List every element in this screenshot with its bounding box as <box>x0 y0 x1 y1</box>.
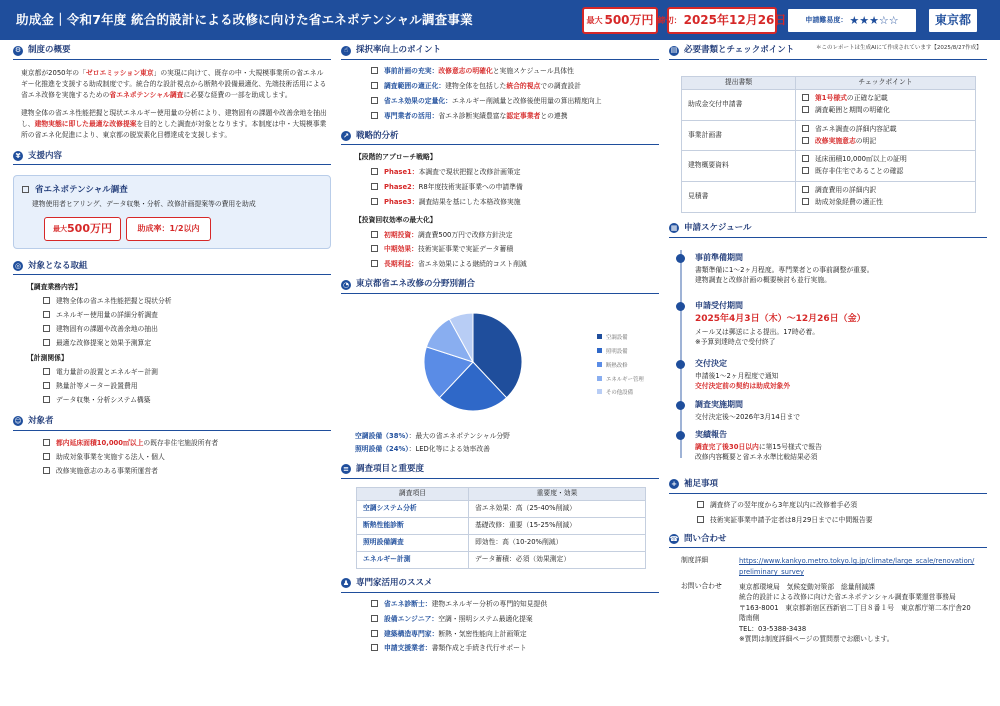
list-item <box>341 67 659 77</box>
step-body <box>695 313 866 348</box>
note-text: ：最大の省エネポテンシャル分野 <box>408 432 510 441</box>
legend-label: 照明設備 <box>606 348 628 355</box>
difficulty-label: 申請難易度： <box>805 16 848 25</box>
checkbox-icon <box>802 94 809 101</box>
contact-inquiry-label: お問い合わせ <box>681 581 722 590</box>
checkbox-icon <box>371 112 378 119</box>
strategy-header <box>341 129 659 145</box>
legend-label: エネルギー管理 <box>606 376 644 383</box>
chart-title: 東京都省エネ改修の分野別割合 <box>356 279 476 290</box>
chart-note <box>341 445 659 455</box>
list-item <box>341 168 659 178</box>
p1-red2: 省エネポテンシャル調査 <box>109 91 184 100</box>
p1-b: 」の実現に向けて、既存の中・大規模事業所の省エネルギー化推進を支援する助成制度です。統合的な設計視点から断熱や設備最適化、先端技術活用による省エネ改修を実施するための <box>21 69 327 100</box>
checkbox-icon <box>43 396 50 403</box>
timeline-dot <box>676 302 685 311</box>
step-line: 書類準備に1〜2ヶ月程度。専門業者との事前調整が重要。 <box>695 265 874 274</box>
person-icon: ♟ <box>342 579 350 588</box>
survey-header <box>341 463 659 479</box>
item-text: 調査範囲と期間の明確化 <box>815 105 890 114</box>
supplement-header <box>669 478 987 494</box>
legend-swatch <box>597 334 602 339</box>
eligible-title: 対象者 <box>28 416 54 427</box>
item-text: 調査費用の詳細内訳 <box>815 186 877 195</box>
check-item <box>802 167 969 177</box>
schedule-timeline <box>673 244 987 464</box>
schedule-title: 申請スケジュール <box>684 223 752 234</box>
column-header: 調査項目 <box>357 487 469 500</box>
checkbox-icon <box>802 125 809 132</box>
table-row <box>357 534 646 551</box>
support-header <box>13 149 331 165</box>
item-key: 設備エンジニア： <box>384 614 439 623</box>
item-text: 書類作成と手続き代行サポート <box>431 644 527 653</box>
check-item <box>802 137 969 147</box>
item-text: 電力量計の設置とエネルギー計測 <box>56 368 158 377</box>
checkbox-icon <box>371 260 378 267</box>
item-text: データ収集・分析システム構築 <box>56 395 151 404</box>
difficulty-badge <box>786 7 918 34</box>
item-key: 省エネ効果の定量化： <box>384 96 452 105</box>
column-header: 重要度・効果 <box>469 487 646 500</box>
item-text: での調査設計 <box>540 81 582 90</box>
timeline-dot <box>676 431 685 440</box>
support-box-title-text: 省エネポテンシャル調査 <box>35 185 128 196</box>
item-text: 調査終了の翌年度から3年度以内に改修着手必須 <box>710 500 858 509</box>
step-line: ※予算到達時点で受付終了 <box>695 338 776 347</box>
step-title: 申請受付期間 <box>695 300 743 310</box>
checkbox-icon <box>697 516 704 523</box>
item-text: 技術実証事業申請予定者は8月29日までに中間報告要 <box>710 515 873 524</box>
item-text: 改修実施意志のある事業所運営者 <box>56 466 158 475</box>
hand-icon: ☝ <box>341 46 351 56</box>
cell: 事業計画書 <box>682 120 796 151</box>
checkbox-icon <box>371 82 378 89</box>
cell: 見積書 <box>682 182 796 213</box>
plus-icon: + <box>669 479 679 489</box>
chart-header <box>341 278 659 294</box>
table-row <box>682 151 976 182</box>
checkbox-icon <box>43 339 50 346</box>
cell: 省エネ効果：高（25-40%削減） <box>469 500 646 517</box>
legend-item <box>597 376 644 385</box>
item-text: 空調・照明システム最適化提案 <box>438 614 533 623</box>
note-key: 照明設備（24%） <box>355 444 409 453</box>
url-link[interactable]: https://www.kankyo.metro.tokyo.lg.jp/climate/large_scale/renovation/ <box>739 557 975 566</box>
legend-swatch <box>597 389 602 394</box>
checkbox-icon <box>802 198 809 205</box>
survey-table <box>356 487 646 569</box>
list-item <box>341 260 659 270</box>
list-item <box>341 82 659 92</box>
docs-table <box>681 76 976 213</box>
list-item <box>13 467 331 477</box>
list-item <box>13 297 331 307</box>
step-body <box>695 412 800 423</box>
item-text: 省エネ診断実績豊富な <box>438 111 507 120</box>
checkbox-icon <box>802 155 809 162</box>
org-line: 東京都環境局 気候変動対策部 総量削減課 <box>739 582 875 591</box>
item-text: 省エネ効果による継続的コスト削減 <box>417 260 527 269</box>
item-text: 省エネ調査の詳細内容記載 <box>815 124 897 133</box>
step-title: 実績報告 <box>695 429 727 439</box>
checkbox-icon <box>43 467 50 474</box>
experts-header <box>341 577 659 593</box>
support-max-badge <box>44 217 121 241</box>
checkbox-icon <box>371 600 378 607</box>
item-text: 延床面積10,000㎡以上の証明 <box>815 155 907 164</box>
p1-a: 東京都が2050年の「 <box>21 69 86 77</box>
item-text: 助成対象事業を実施する法人・個人 <box>56 452 165 461</box>
item-text: の正確な記載 <box>846 94 888 102</box>
step-line: 建物調査と改修計画の概要検討も並行実施。 <box>695 276 831 285</box>
strategy-title: 戦略的分析 <box>356 130 399 141</box>
list-item <box>669 516 987 526</box>
item-text: エネルギー使用量の詳細分析調査 <box>56 310 158 319</box>
checkbox-icon <box>802 167 809 174</box>
checkbox-icon <box>371 245 378 252</box>
list-item <box>13 453 331 463</box>
overview-p1 <box>13 68 331 102</box>
checkbox-icon <box>371 183 378 190</box>
handshake-icon: ¥ <box>13 151 23 161</box>
tel-line: TEL：03-5388-3438 <box>739 624 807 633</box>
region-badge: 東京都 <box>927 7 979 34</box>
checkbox-icon <box>697 501 704 508</box>
step-line: 申請後1〜2ヶ月程度で通知 <box>695 371 779 380</box>
timeline-line <box>680 250 682 458</box>
legend-swatch <box>597 376 602 381</box>
list-item <box>13 339 331 349</box>
cell <box>796 90 976 121</box>
contact-details <box>725 582 987 645</box>
legend-label: 断熱改修 <box>606 362 628 369</box>
list-item <box>341 644 659 654</box>
contact-url[interactable] <box>725 556 987 577</box>
cell: 建物概要資料 <box>682 151 796 182</box>
step-body <box>695 442 822 463</box>
step-line: 交付決定前の契約は助成対象外 <box>695 382 791 391</box>
item-text: 建物固有の課題や改善余地の抽出 <box>56 324 158 333</box>
p2-b: を目的とした調査が対象となります。本制度は中・大規模事業所の省エネ化促進により、東京都の脱炭素化目標達成を支援します。 <box>21 119 327 140</box>
chart-line-icon: ↗ <box>341 131 351 141</box>
gear-icon: ⚙ <box>14 46 22 55</box>
table-row <box>357 500 646 517</box>
contact-url-row <box>669 556 987 577</box>
step-line: メール又は郵送による提出。17時必着。 <box>695 327 820 336</box>
item-text: 熱量計等メーター設置費用 <box>56 382 138 391</box>
cell: 照明設備調査 <box>357 534 469 551</box>
document-icon: ▤ <box>670 46 678 55</box>
contact-title: 問い合わせ <box>684 533 727 544</box>
difficulty-stars: ★★★☆☆ <box>849 13 899 27</box>
checkbox-icon <box>371 67 378 74</box>
item-red: 改修意志の明確化 <box>438 67 493 75</box>
item-text: 最適な改修提案と効果予測算定 <box>56 338 152 347</box>
cell: 即効性：高（10-20%削減） <box>469 534 646 551</box>
item-text: 建物全体を包括した <box>445 81 507 90</box>
legend-item <box>597 334 644 343</box>
p2-a: 建物全体の省エネ性能把握と現状エネルギー使用量の分析により、建物固有の課題や改善余地を抽出し、 <box>21 108 327 128</box>
docs-header <box>669 44 987 60</box>
item-text: との連携 <box>540 111 568 120</box>
p2-red: 建物実態に即した最適な改修提案 <box>34 119 137 128</box>
checkbox-icon <box>43 368 50 375</box>
item-key: Phase3： <box>384 197 419 206</box>
pie-chart-area <box>341 294 659 430</box>
timeline-dot <box>676 254 685 263</box>
legend-label: 空調設備 <box>606 335 628 342</box>
checkbox-icon <box>371 198 378 205</box>
check-item <box>802 106 969 116</box>
column-right <box>669 44 987 645</box>
strategy-group2: 【投資回収効率の最大化】 <box>355 215 437 224</box>
item-text: 建物エネルギー分析の専門的知見提供 <box>431 599 548 608</box>
column-middle <box>341 44 659 654</box>
pie-chart-icon: ◔ <box>342 280 350 289</box>
targets-group1: 【調査業務内容】 <box>27 283 82 292</box>
item-key: 初期投資： <box>384 230 418 239</box>
step-line: 改修内容概要と省エネ水準比較結果必須 <box>695 453 818 462</box>
item-red: 改修実施意志 <box>815 136 856 145</box>
support-desc: 建物使用者ヒアリング、データ収集・分析、改修計画提案等の費用を助成 <box>32 200 256 209</box>
target-icon: ◎ <box>14 261 22 270</box>
contact-url-label: 制度詳細 <box>681 556 709 565</box>
list-item <box>341 600 659 610</box>
legend-label: その他設備 <box>606 390 633 397</box>
max-label: 最大 <box>586 15 603 25</box>
address-line: 階南側 <box>739 614 760 623</box>
cell: 助成金交付申請書 <box>682 90 796 121</box>
ai-note: ＊このレポートは生成AIにて作成されています【2025/8/27作成】 <box>816 45 982 51</box>
check-item <box>802 198 969 208</box>
column-header: 提出書類 <box>682 77 796 90</box>
support-title: 支援内容 <box>28 150 63 161</box>
item-key: Phase2： <box>384 183 419 192</box>
check-item <box>802 94 969 104</box>
checkbox-icon <box>371 168 378 175</box>
contact-inquiry-row <box>669 582 987 645</box>
checkbox-icon <box>802 186 809 193</box>
table-row <box>357 551 646 568</box>
cell: 空調システム分析 <box>357 500 469 517</box>
list-item <box>341 183 659 193</box>
item-text: 調査結果を基にした本格改修実施 <box>418 197 521 206</box>
calendar-icon: ▦ <box>670 224 678 233</box>
checkbox-icon <box>802 106 809 113</box>
contact-note: ※質問は制度詳細ページの質問票でお願いします。 <box>739 635 894 644</box>
item-text: 技術実証事業で実証データ蓄積 <box>417 245 514 254</box>
list-item <box>341 245 659 255</box>
eligible-header <box>13 415 331 431</box>
step-date: 2025年4月3日（木）〜12月26日（金） <box>695 313 866 324</box>
chart-legend <box>597 329 644 398</box>
item-key: 長期利益： <box>384 260 418 269</box>
check-item <box>802 186 969 196</box>
supplement-title: 補足事項 <box>684 479 719 490</box>
contact-block <box>669 556 987 644</box>
support-rate-badge: 助成率：1/2以内 <box>126 217 211 241</box>
overview-p2 <box>13 108 331 142</box>
legend-item <box>597 389 644 398</box>
phone-icon: ☎ <box>669 534 679 543</box>
check-item <box>802 125 969 135</box>
timeline-dot <box>676 401 685 410</box>
item-key: 省エネ診断士： <box>384 599 432 608</box>
step-title: 調査実施期間 <box>695 399 743 409</box>
list-item <box>341 112 659 122</box>
item-text: エネルギー削減量と改修後使用量の算出精度向上 <box>451 96 602 105</box>
table-row <box>682 90 976 121</box>
step-red: 調査完了後30日以内 <box>695 442 759 451</box>
item-text: 調査費500万円で改修方針決定 <box>417 230 513 239</box>
step-body <box>695 265 874 286</box>
item-text: と実施スケジュール具体性 <box>492 67 574 75</box>
list-item <box>669 501 987 511</box>
deadline-label: 締切： <box>657 15 682 25</box>
checkbox-icon <box>43 325 50 332</box>
check-item <box>802 155 969 165</box>
people-icon: ☺ <box>14 417 22 426</box>
table-row <box>682 182 976 213</box>
timeline-dot <box>676 360 685 369</box>
item-key: 申請支援業者： <box>384 644 432 653</box>
column-left <box>13 44 331 476</box>
list-item <box>341 97 659 107</box>
legend-item <box>597 362 644 371</box>
support-max-amount: 500万円 <box>67 222 112 236</box>
table-row <box>682 120 976 151</box>
note-text: ：LED化等による効率改善 <box>408 444 490 453</box>
item-key: 建築構造専門家： <box>384 629 439 638</box>
list-item <box>341 615 659 625</box>
contact-header <box>669 532 987 548</box>
targets-title: 対象となる取組 <box>28 260 88 271</box>
checkbox-icon <box>371 97 378 104</box>
table-row <box>357 517 646 534</box>
step-line <box>695 442 822 453</box>
survey-title: 調査項目と重要度 <box>356 464 425 475</box>
list-item <box>13 439 331 449</box>
checkbox-icon <box>802 137 809 144</box>
points-title: 採択率向上のポイント <box>356 45 442 56</box>
note-key: 空調設備（38%） <box>355 432 409 441</box>
checkbox-icon <box>43 453 50 460</box>
support-max-label: 最大 <box>53 225 68 234</box>
cell: エネルギー計測 <box>357 551 469 568</box>
item-red: 第1号様式 <box>815 94 847 102</box>
step-title: 事前準備期間 <box>695 252 743 262</box>
column-header: チェックポイント <box>796 77 976 90</box>
list-item <box>13 396 331 406</box>
support-box-title <box>22 184 128 196</box>
org-line: 統合的設計による改修に向けた省エネポテンシャル調査事業運営事務局 <box>739 593 956 602</box>
item-key: 中期効果： <box>384 245 418 254</box>
checkbox-icon <box>371 615 378 622</box>
docs-title: 必要書類とチェックポイント <box>684 45 795 56</box>
item-red: 統合的視点 <box>506 81 541 90</box>
p1-c: に必要な経費の一部を助成します。 <box>183 91 292 100</box>
item-key: 事前計画の充実： <box>384 67 439 75</box>
item-key: Phase1： <box>384 168 419 177</box>
item-text: の既存非住宅施設所有者 <box>143 438 219 447</box>
cell: 基礎改修：重要（15-25%削減） <box>469 517 646 534</box>
checkbox-icon <box>43 297 50 304</box>
cell <box>796 182 976 213</box>
header-bar <box>0 0 1000 40</box>
item-key: 調査範囲の適正化： <box>384 81 446 90</box>
chart-note <box>341 432 659 442</box>
max-amount: 500万円 <box>604 12 654 27</box>
p1-red1: ゼロエミッション東京 <box>85 69 154 77</box>
checkbox-icon <box>43 311 50 318</box>
checkbox-icon <box>22 186 29 193</box>
checkbox-icon <box>371 231 378 238</box>
url-link[interactable]: preliminary_survey <box>739 567 804 576</box>
list-item <box>13 368 331 378</box>
item-key: 専門業者の活用： <box>384 111 439 120</box>
step-line: 交付決定後〜2026年3月14日まで <box>695 412 801 421</box>
item-red: 都内延床面積10,000㎡以上 <box>56 438 144 447</box>
item-text: 助成対象経費の適正性 <box>815 197 883 206</box>
item-red: 認定事業者 <box>506 111 541 120</box>
legend-swatch <box>597 348 602 353</box>
cell: 断熱性能診断 <box>357 517 469 534</box>
targets-header <box>13 259 331 275</box>
list-item <box>341 198 659 208</box>
checkbox-icon <box>371 630 378 637</box>
item-text: 建物全体の省エネ性能把握と現状分析 <box>56 297 172 306</box>
cell <box>796 120 976 151</box>
list-item <box>341 630 659 640</box>
cell <box>796 151 976 182</box>
max-amount-badge <box>582 7 658 34</box>
legend-swatch <box>597 362 602 367</box>
cell: データ蓄積：必須（効果測定） <box>469 551 646 568</box>
deadline-date: 2025年12月26日 <box>683 12 787 27</box>
item-text: 本調査で現状把握と改修計画策定 <box>418 168 521 177</box>
list-item <box>13 382 331 392</box>
list-icon: ≡ <box>341 464 351 474</box>
checkbox-icon <box>43 439 50 446</box>
step-body <box>695 371 790 392</box>
overview-title: 制度の概要 <box>28 45 71 56</box>
overview-header <box>13 44 331 60</box>
list-item <box>341 231 659 241</box>
address-line: 〒163-8001 東京都新宿区西新宿二丁目８番１号 東京都庁第二本庁舎20 <box>739 603 971 612</box>
schedule-header <box>669 222 987 238</box>
list-item <box>13 325 331 335</box>
experts-title: 専門家活用のススメ <box>356 578 433 589</box>
deadline-badge <box>657 7 787 34</box>
strategy-group1: 【段階的アプローチ戦略】 <box>355 153 437 162</box>
legend-item <box>597 348 644 357</box>
item-text: R8年度技術実証事業への申請準備 <box>418 183 523 192</box>
targets-group2: 【計測関係】 <box>27 354 68 363</box>
checkbox-icon <box>43 382 50 389</box>
support-box <box>13 175 331 249</box>
page-title: 助成金｜令和7年度 統合的設計による改修に向けた省エネポテンシャル調査事業 <box>16 12 473 27</box>
list-item <box>13 311 331 321</box>
item-text: 既存非住宅であることの確認 <box>815 167 904 176</box>
item-text: の明記 <box>855 136 877 145</box>
points-header <box>341 44 659 60</box>
step-text: に第15号様式で報告 <box>758 442 822 451</box>
checkbox-icon <box>371 644 378 651</box>
step-title: 交付決定 <box>695 358 727 368</box>
item-text: 断熱・気密性能向上計画策定 <box>438 629 527 638</box>
